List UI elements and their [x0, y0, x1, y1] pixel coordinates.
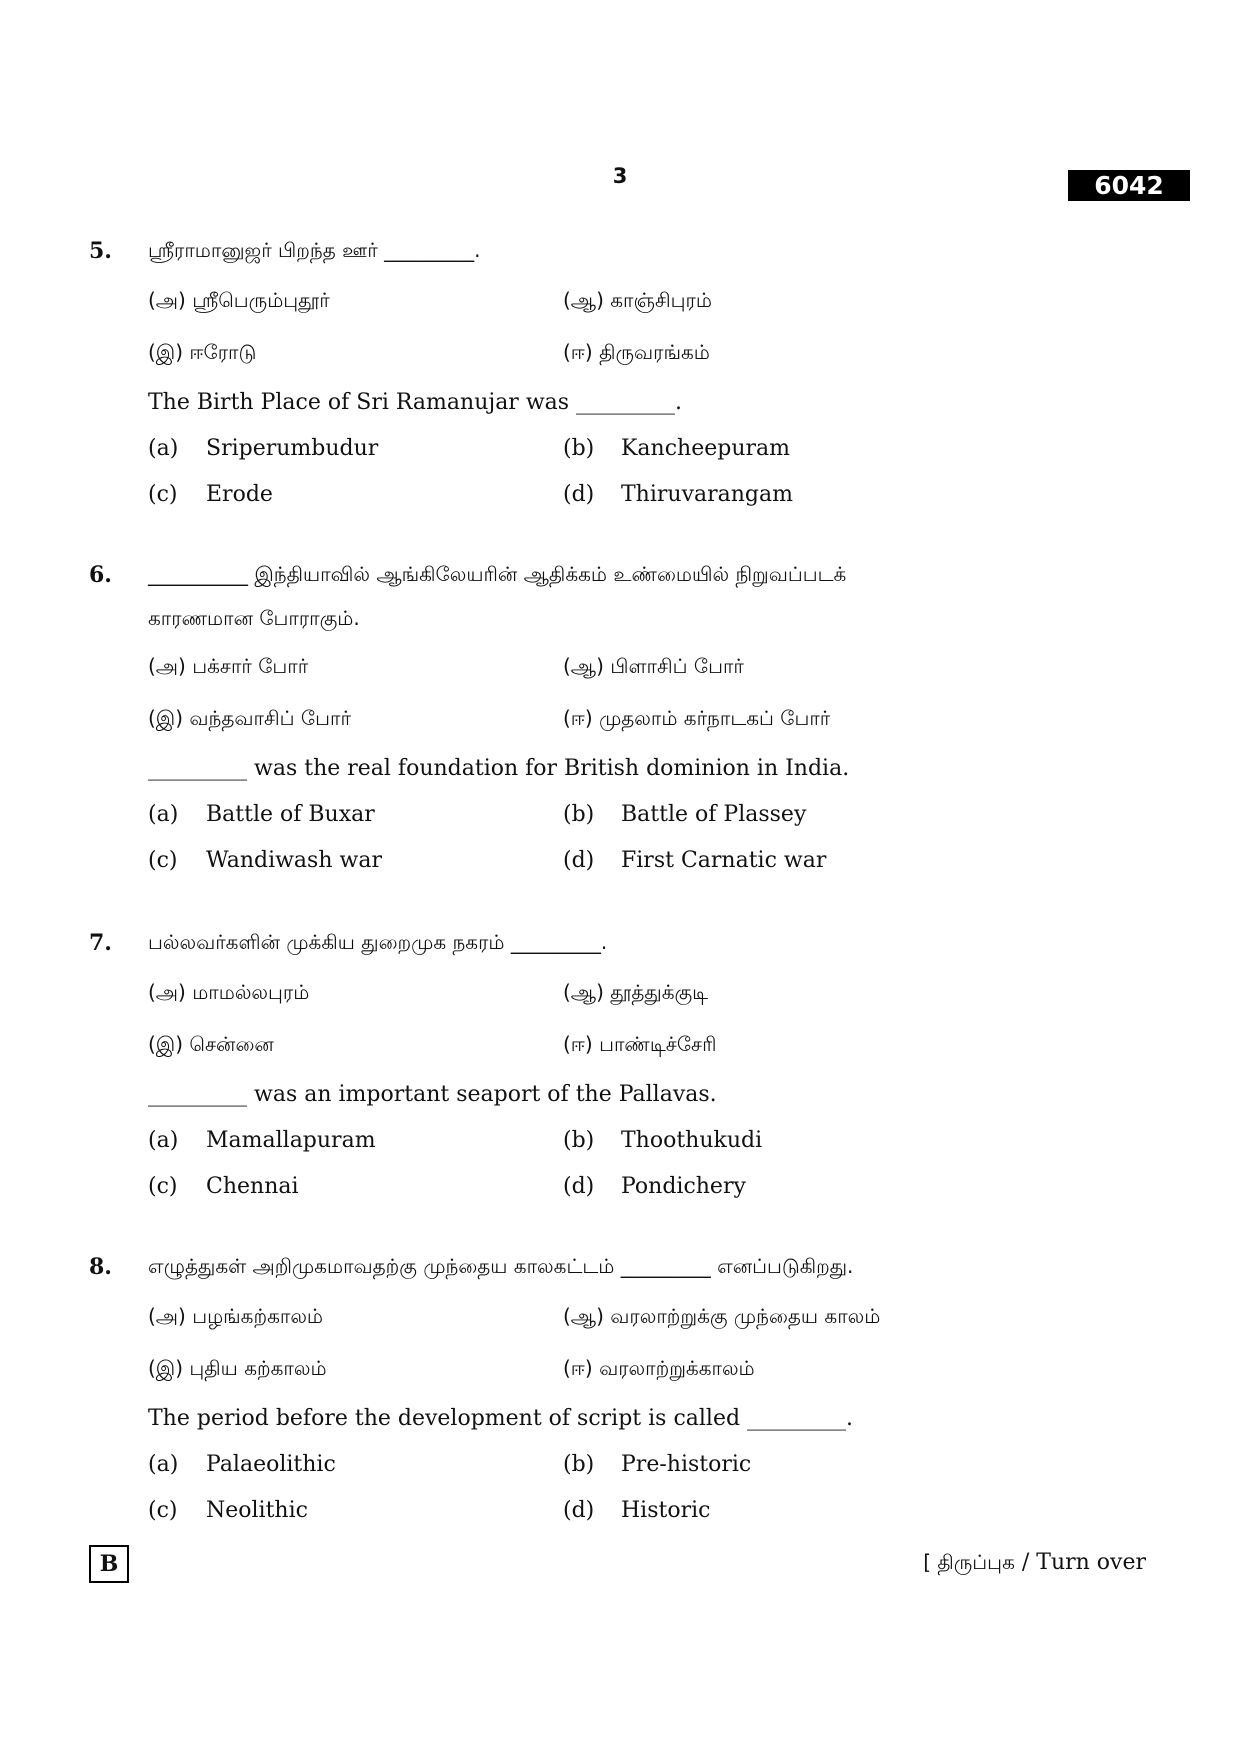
- tamil-option-b: (ஆ) காஞ்சிபுரம்: [563, 288, 712, 312]
- tamil-option-a: (அ) பக்சார் போர்: [148, 654, 309, 678]
- english-option-b: (b) Pre-historic: [563, 1452, 752, 1477]
- english-option-b: (b) Kancheepuram: [563, 436, 790, 461]
- english-option-c: (c) Erode: [148, 482, 273, 507]
- tamil-option-d: (ஈ) பாண்டிச்சேரி: [563, 1032, 717, 1056]
- question-number: 7.: [89, 930, 112, 956]
- english-option-d: (d) First Carnatic war: [563, 848, 827, 873]
- tamil-option-c: (இ) சென்னை: [148, 1032, 274, 1056]
- english-option-a: (a) Battle of Buxar: [148, 802, 375, 827]
- english-option-b: (b) Thoothukudi: [563, 1128, 763, 1153]
- tamil-option-c: (இ) வந்தவாசிப் போர்: [148, 706, 351, 730]
- paper-code-badge: 6042: [1068, 170, 1190, 201]
- tamil-stem: எழுத்துகள் அறிமுகமாவதற்கு முந்தைய காலகட்டம் _________ எனப்படுகிறது.: [148, 1254, 854, 1278]
- english-option-a: (a) Palaeolithic: [148, 1452, 336, 1477]
- tamil-stem: __________ இந்தியாவில் ஆங்கிலேயரின் ஆதிக்கம் உண்மையில் நிறுவப்படக்: [148, 562, 847, 586]
- english-stem: The period before the development of script is called _________.: [148, 1406, 854, 1431]
- turn-over-separator: /: [1014, 1550, 1037, 1575]
- tamil-option-b: (ஆ) பிளாசிப் போர்: [563, 654, 744, 678]
- tamil-stem: பல்லவர்களின் முக்கிய துறைமுக நகரம் _________.: [148, 930, 608, 954]
- booklet-series-box: B: [89, 1545, 129, 1583]
- english-stem: _________ was the real foundation for British dominion in India.: [148, 756, 850, 781]
- tamil-stem-continued: காரணமான போராகும்.: [148, 606, 360, 630]
- page-number: 3: [612, 164, 628, 188]
- english-option-c: (c) Wandiwash war: [148, 848, 382, 873]
- tamil-option-d: (ஈ) வரலாற்றுக்காலம்: [563, 1356, 755, 1380]
- english-option-b: (b) Battle of Plassey: [563, 802, 807, 827]
- turn-over-english: Turn over: [1036, 1550, 1146, 1575]
- english-option-c: (c) Chennai: [148, 1174, 299, 1199]
- tamil-option-b: (ஆ) தூத்துக்குடி: [563, 980, 709, 1004]
- english-option-c: (c) Neolithic: [148, 1498, 308, 1523]
- english-option-d: (d) Thiruvarangam: [563, 482, 793, 507]
- tamil-option-d: (ஈ) திருவரங்கம்: [563, 340, 710, 364]
- turn-over-tamil: [ திருப்புக: [923, 1550, 1015, 1574]
- tamil-option-c: (இ) புதிய கற்காலம்: [148, 1356, 327, 1380]
- english-option-a: (a) Mamallapuram: [148, 1128, 376, 1153]
- tamil-option-a: (அ) பழங்கற்காலம்: [148, 1304, 324, 1328]
- tamil-option-c: (இ) ஈரோடு: [148, 340, 257, 364]
- tamil-option-a: (அ) மாமல்லபுரம்: [148, 980, 310, 1004]
- question-number: 8.: [89, 1254, 112, 1280]
- tamil-option-b: (ஆ) வரலாற்றுக்கு முந்தைய காலம்: [563, 1304, 881, 1328]
- turn-over-note: [923, 1550, 1146, 1577]
- tamil-option-d: (ஈ) முதலாம் கர்நாடகப் போர்: [563, 706, 831, 730]
- english-stem: _________ was an important seaport of the Pallavas.: [148, 1082, 717, 1107]
- english-option-d: (d) Historic: [563, 1498, 711, 1523]
- question-number: 6.: [89, 562, 112, 588]
- tamil-stem: ஸ்ரீராமானுஜர் பிறந்த ஊர் _________.: [148, 238, 481, 262]
- question-number: 5.: [89, 238, 112, 264]
- tamil-option-a: (அ) ஸ்ரீபெரும்புதூர்: [148, 288, 330, 312]
- english-option-d: (d) Pondichery: [563, 1174, 746, 1199]
- english-stem: The Birth Place of Sri Ramanujar was _________.: [148, 390, 683, 415]
- english-option-a: (a) Sriperumbudur: [148, 436, 379, 461]
